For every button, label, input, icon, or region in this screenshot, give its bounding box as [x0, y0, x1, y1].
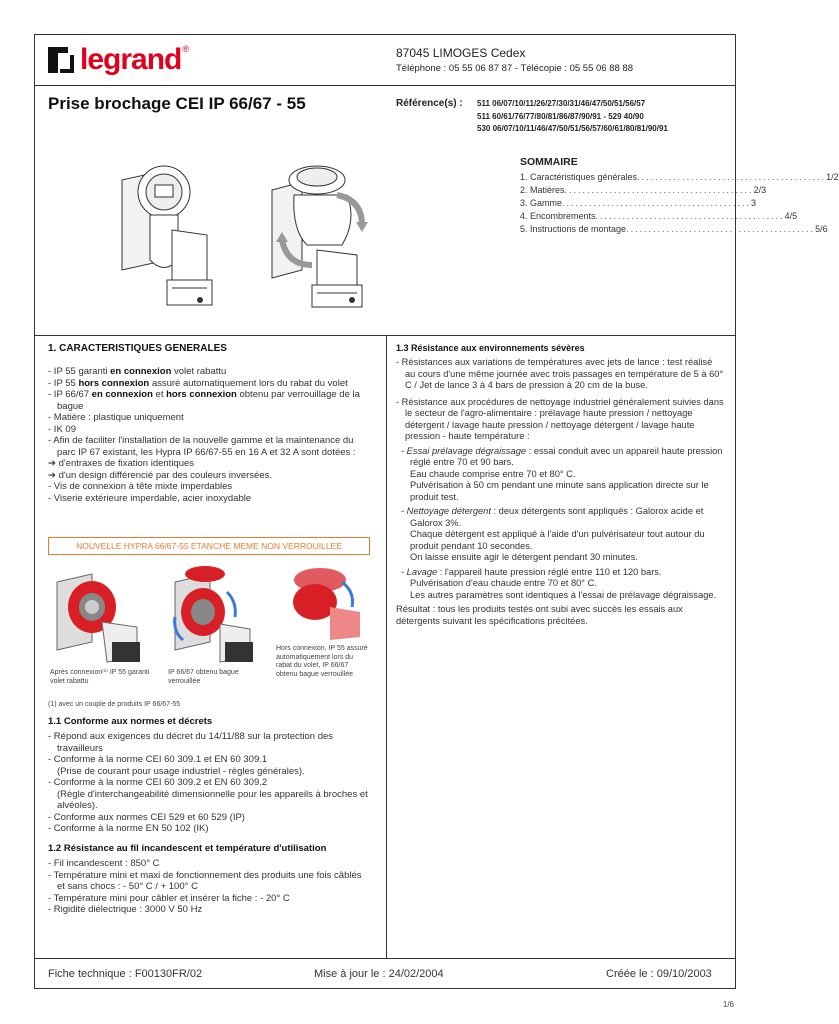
- address: 87045 LIMOGES Cedex: [396, 46, 526, 60]
- product-image-socket-rotation: [262, 150, 412, 315]
- list-item: - Afin de faciliter l'installation de la nouvelle gamme et la maintenance du parc IP 67 existant, les Hypra IP 66/67-55 en 16 A et 32 A sont dotées :: [48, 435, 356, 458]
- test-detail: Chaque détergent est appliqué à l'aide d'un pulvérisateur tout autour du produit pendant 10 secondes.: [410, 529, 705, 551]
- creation-date: Créée le : 09/10/2003: [606, 968, 712, 980]
- product-photo-disconnected: [270, 562, 370, 642]
- summary-item: 5. Instructions de montage .......................................... 5/6: [520, 224, 828, 234]
- photo-caption: Après connexion⁽¹⁾ IP 55 garanti volet rabattu: [50, 669, 150, 685]
- paragraph: - Résistances aux variations de températures avec jets de lance : test réalisé au cours d'une même journée avec trois passages en température de 5 à 60° C / Jet de lance 3 à 4 bars de pression à 20 cm de la buse.: [396, 357, 724, 390]
- test-item: - Nettoyage détergent : deux détergents sont appliqués : Galorox acide et Galorox 3%.: [401, 506, 704, 528]
- list-item: - Conforme à la norme CEI 60 309.2 et EN 60 309.2: [48, 777, 268, 788]
- list-item: - Conforme à la norme CEI 60 309.1 et EN 60 309.1: [48, 754, 268, 765]
- section-divider: [34, 335, 736, 336]
- list-item: - Fil incandescent : 850° C: [48, 858, 160, 869]
- list-item: - Conforme à la norme EN 50 102 (IK): [48, 823, 209, 834]
- result-paragraph: Résultat : tous les produits testés ont subi avec succès les essais aux détergents suivant les spécifications précitées.: [396, 604, 683, 626]
- list-item: - Répond aux exigences du décret du 14/11/88 sur la protection des travailleurs: [48, 731, 334, 754]
- list-item: - IP 55 hors connexion assuré automatiquement lors du rabat du volet: [48, 377, 348, 389]
- list-item: ➔ d'entraxes de fixation identiques: [48, 458, 195, 469]
- page-title: Prise brochage CEI IP 66/67 - 55: [48, 94, 306, 113]
- legrand-logo-icon: [48, 47, 74, 73]
- product-image-socket: [112, 150, 222, 315]
- test-item: - Essai prélavage dégraissage : essai conduit avec un appareil haute pression réglé entre 70 et 90 bars.: [401, 445, 723, 467]
- summary-item: 2. Matières .......................................... 2/3: [520, 185, 767, 195]
- summary-title: SOMMAIRE: [520, 156, 578, 168]
- reference-line: 511 06/07/10/11/26/27/30/31/46/47/50/51/56/57: [477, 99, 646, 108]
- summary-item: 4. Encombrements .......................................... 4/5: [520, 211, 798, 221]
- list-item: - Viserie extérieure imperdable, acier inoxydable: [48, 492, 252, 504]
- footer-divider: [34, 958, 736, 959]
- legrand-logo: [48, 44, 189, 76]
- list-item: - Rigidité diélectrique : 3000 V 50 Hz: [48, 904, 203, 915]
- list-item: ➔ d'un design différencié par des couleurs inversées.: [48, 469, 273, 481]
- reference-line: 530 06/07/10/11/46/47/50/51/56/57/60/61/80/81/90/91: [477, 124, 668, 133]
- product-photo-connected: [52, 562, 152, 667]
- footnote: (1) avec un couple de produits IP 66/67-55: [48, 701, 181, 708]
- paragraph: - Résistance aux procédures de nettoyage industriel généralement suivies dans le secteur de l'agro-alimentaire : prélavage haute pression / nettoyage détergent / lavage haute pression / nettoyage détergent / lavage haute pression - haute température :: [396, 396, 724, 441]
- column-divider: [386, 335, 387, 958]
- photo-caption: Hors connexion, IP 55 assuré automatiquement lors du rabat du volet, IP 66/67 obtenu bague verrouillée: [276, 645, 368, 678]
- photo-caption: IP 66/67 obtenu bague verrouillée: [168, 669, 239, 685]
- test-item: - Lavage : l'appareil haute pression réglé entre 110 et 120 bars.: [401, 566, 662, 577]
- list-item: - IK 09: [48, 423, 76, 435]
- section-1-3-content: [396, 357, 724, 627]
- references-label: Référence(s) :: [396, 98, 463, 109]
- registered-mark: ®: [182, 44, 189, 54]
- banner-title: NOUVELLE HYPRA 66/67-55 ETANCHE MEME NON VERROUILLEE: [48, 537, 370, 555]
- section-1-1-list: [48, 731, 370, 835]
- section-1-2-list: [48, 858, 370, 916]
- test-detail: Eau chaude comprise entre 70 et 80° C.: [410, 468, 576, 479]
- logo-text: legrand: [80, 43, 182, 76]
- section-1-list: [48, 366, 370, 504]
- list-item: - Température mini pour câbler et insérer la fiche : - 20° C: [48, 892, 290, 904]
- summary-item: 1. Caractéristiques générales .......................................... 1/2: [520, 172, 839, 182]
- test-detail: Pulvérisation à 50 cm pendant une minute sans application directe sur le produit test.: [410, 480, 709, 502]
- list-item: (Règle d'interchangeabilité dimensionnelle pour les appareils à broches et alvéoles).: [57, 788, 368, 811]
- section-1-2-title: 1.2 Résistance au fil incandescent et température d'utilisation: [48, 843, 327, 854]
- fiche-reference: Fiche technique : F00130FR/02: [48, 968, 203, 980]
- section-1-1-title: 1.1 Conforme aux normes et décrets: [48, 716, 213, 727]
- list-item: - Matière : plastique uniquement: [48, 412, 184, 423]
- phone-fax: Téléphone : 05 55 06 87 87 - Télécopie : 05 55 06 88 88: [396, 63, 633, 74]
- product-photo-locked: [165, 562, 265, 667]
- list-item: - Conforme aux normes CEI 529 et 60 529 (IP): [48, 811, 245, 823]
- header-divider: [34, 85, 736, 86]
- summary-item: 3. Gamme .......................................... 3: [520, 198, 757, 208]
- list-item: - IP 55 garanti en connexion volet rabattu: [48, 366, 227, 377]
- list-item: (Prise de courant pour usage industriel - règles générales).: [57, 765, 305, 777]
- section-1-title: 1. CARACTERISTIQUES GENERALES: [48, 343, 227, 354]
- section-1-3-title: 1.3 Résistance aux environnements sévères: [396, 343, 585, 353]
- list-item: - Température mini et maxi de fonctionnement des produits une fois câblés et sans chocs : - 50° C / + 100° C: [48, 869, 362, 892]
- test-detail: Les autres paramètres sont identiques à l'essai de prélavage dégraissage.: [410, 589, 717, 600]
- test-detail: Pulvérisation d'eau chaude entre 70 et 80° C.: [410, 578, 597, 588]
- reference-line: 511 60/61/76/77/80/81/86/87/90/91 - 529 40/90: [477, 112, 644, 121]
- test-detail: On laisse ensuite agir le détergent pendant 30 minutes.: [410, 552, 638, 562]
- list-item: - Vis de connexion à tête mixte imperdables: [48, 481, 233, 492]
- page-number: 1/6: [722, 1000, 734, 1009]
- list-item: - IP 66/67 en connexion et hors connexion obtenu par verrouillage de la bague: [48, 389, 360, 412]
- update-date: Mise à jour le : 24/02/2004: [314, 968, 444, 980]
